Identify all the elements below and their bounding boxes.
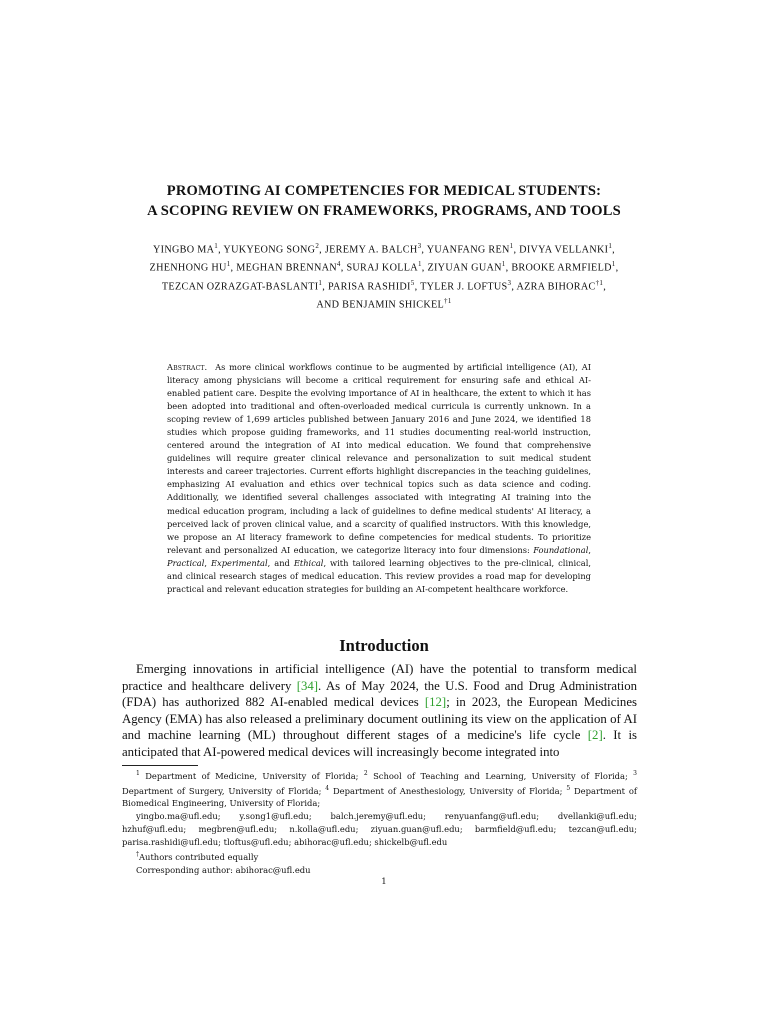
email-line: hzhuf@ufl.edu; megbren@ufl.edu; n.kolla@ufl.edu; ziyuan.guan@ufl.edu; barmfield@ufl.edu; tezcan@ufl.edu; xyxy=(122,824,637,835)
author-mark: 3 xyxy=(507,278,512,287)
authors-joiner: AND xyxy=(316,299,340,311)
footnotes xyxy=(122,768,637,877)
author: JEREMY A. BALCH xyxy=(324,244,418,256)
affiliation: Department of Biomedical Engineering, University of Florida; xyxy=(122,785,637,809)
dagger-mark: † xyxy=(136,851,139,859)
author-mark: 1 xyxy=(611,260,616,269)
author: MEGHAN BRENNAN xyxy=(236,262,337,274)
intro-text: ; in 2023, the European Medicines Agency (EMA) has also released a preliminary document outlining its view on the application of AI and machine learning (ML) throughout different stages of a medicine's life cycle xyxy=(122,695,637,743)
author-mark: 2 xyxy=(315,242,320,250)
email-list xyxy=(122,810,637,849)
footnote-rule xyxy=(122,765,198,766)
affiliation: Department of Surgery, University of Florida; xyxy=(122,785,322,796)
dimension-practical: Practical xyxy=(167,557,205,568)
author-mark: 4 xyxy=(336,260,341,269)
corresponding-text: Corresponding author: abihorac@ufl.edu xyxy=(136,864,311,875)
affiliation: School of Teaching and Learning, University of Florida; xyxy=(373,770,628,781)
author: YINGBO MA xyxy=(152,244,215,256)
author-mark: 1 xyxy=(417,260,422,269)
author: BROOKE ARMFIELD xyxy=(511,262,612,274)
affiliation: Department of Anesthesiology, University of Florida; xyxy=(332,785,563,796)
abstract-text-end: , with tailored learning objectives to the pre-clinical, clinical, and clinical research stages of medical education. This review provides a road map for developing practical and relevant education strategies for building an AI-competent healthcare workforce. xyxy=(167,557,591,594)
author-mark: 1 xyxy=(501,260,506,269)
page-number: 1 xyxy=(381,877,387,887)
author: ZIYUAN GUAN xyxy=(427,262,502,274)
author-mark: 1 xyxy=(509,242,514,250)
section-heading-introduction: Introduction xyxy=(339,636,429,655)
author: ZHENHONG HU xyxy=(149,262,227,274)
author: SURAJ KOLLA xyxy=(346,262,418,274)
email-line xyxy=(122,810,637,823)
citation-link[interactable]: [34] xyxy=(296,678,319,693)
affiliation: Department of Medicine, University of Florida; xyxy=(145,770,359,781)
intro-paragraph xyxy=(122,661,637,761)
author: YUKYEONG SONG xyxy=(223,244,316,256)
dimension-ethical: Ethical xyxy=(293,557,324,568)
abstract-text: As more clinical workflows continue to be augmented by artificial intelligence (AI), AI literacy among physicians will become a critical requirement for ensuring safe and ethical AI-enabled patient care. Despite the evolving importance of AI in healthcare, the extent to which it has been adopted into traditional and often-overloaded medical curricula is currently unknown. In a scoping review of 1,699 articles published between January 2016 and June 2024, we identified 18 studies which propose guiding frameworks, and 11 studies documenting real-world instruction, centered around the integration of AI into medical education. We found that comprehensive guidelines will require greater clinical relevance and personalization to suit medical student interests and career trajectories. Current efforts highlight discrepancies in the teaching guidelines, emphasizing AI evaluation and ethics over technical topics such as data science and coding. Additionally, we identified several challenges associated with integrating AI training into the medical education program, including a lack of guidelines to define medical students' AI literacy, a perceived lack of proven clinical value, and a scarcity of qualified instructors. With this knowledge, we propose an AI literacy framework to define competencies for medical students. To prioritize relevant and personalized AI education, we categorize literacy into four dimensions: xyxy=(167,362,591,555)
dimension-foundational: Foundational xyxy=(533,544,589,555)
author-mark: †1 xyxy=(444,297,452,306)
email-text: yingbo.ma@ufl.edu; y.song1@ufl.edu; balch.jeremy@ufl.edu; renyuanfang@ufl.edu; dvellanki@ufl.edu; xyxy=(136,811,637,822)
author-mark: 1 xyxy=(608,242,613,250)
author-mark: 5 xyxy=(410,278,415,287)
author-mark: 3 xyxy=(417,242,422,250)
author: PARISA RASHIDI xyxy=(327,281,411,293)
separator: , xyxy=(588,544,591,555)
equal-contribution-note xyxy=(122,849,637,864)
title-line-2: A SCOPING REVIEW ON FRAMEWORKS, PROGRAMS, AND TOOLS xyxy=(147,203,621,219)
author-list: YINGBO $MA^1$, YUKYEONG SONG$^2$, JEREMY A. BALCH$^3$, YUANFANG REN$^1$, DIVYA VELLANKI$^1$, ZHENHONG $HU^1$, MEGHAN BRENNAN$^4$, SURAJ KOLLA$^1$, ZIYUAN GUAN$^1$, BROOKE ARMFIELD$^1$, TEZCAN OZRAZGAT-BASLANTI$^1$, PARISA RASHIDI$^5$, TYLER J. LOFTUS$^3$, AZRA BIHORAC$^{\dagger 1}$, AND BENJAMIN SHICKEL$^{\dagger 1}$ xyxy=(149,242,619,311)
author-mark: †1 xyxy=(595,278,604,287)
intro-text: . As of May 2024, the U.S. Food and Drug Administration (FDA) has authorized 882 AI-enabled medical devices xyxy=(122,678,637,710)
affiliations: $^1$ Department of Medicine, University of Florida; $^2$ School of Teaching and Learning, University of Florida; $^3$ Department of Surgery, University of Florida; $^4$ Department of Anesthesiology, University of Florida; $^5$ Department of Biomedical Engineering, University of Florida; xyxy=(122,770,637,809)
author: BENJAMIN SHICKEL xyxy=(342,299,445,311)
separator: , and xyxy=(267,557,294,568)
author: AZRA BIHORAC xyxy=(516,281,596,293)
separator: , xyxy=(204,557,211,568)
author-mark: 1 xyxy=(214,242,219,250)
citation-link[interactable]: [12] xyxy=(424,695,447,710)
author: TEZCAN OZRAZGAT-BASLANTI xyxy=(161,281,319,293)
intro-text: . It is anticipated that AI-powered medical devices will increasingly become integrated into xyxy=(122,728,638,759)
citation-link[interactable]: [2] xyxy=(587,728,603,743)
equal-contribution-text: Authors contributed equally xyxy=(139,851,259,862)
intro-text: Emerging innovations in artificial intelligence (AI) have the potential to transform medical practice and healthcare delivery xyxy=(122,662,637,693)
dimension-experimental: Experimental xyxy=(211,557,268,568)
author: DIVYA VELLANKI xyxy=(519,244,609,256)
author: YUANFANG REN xyxy=(426,244,510,256)
abstract xyxy=(167,361,591,596)
author: TYLER J. LOFTUS xyxy=(420,281,508,293)
corresponding-author xyxy=(122,864,637,877)
paper-title xyxy=(0,181,768,221)
abstract-label: Abstract. xyxy=(167,362,208,372)
email-line: parisa.rashidi@ufl.edu; tloftus@ufl.edu; abihorac@ufl.edu; shickelb@ufl.edu xyxy=(122,837,448,848)
author-mark: 1 xyxy=(318,278,323,287)
author-mark: 1 xyxy=(226,260,231,269)
title-line-1: PROMOTING AI COMPETENCIES FOR MEDICAL STUDENTS: xyxy=(166,183,602,199)
